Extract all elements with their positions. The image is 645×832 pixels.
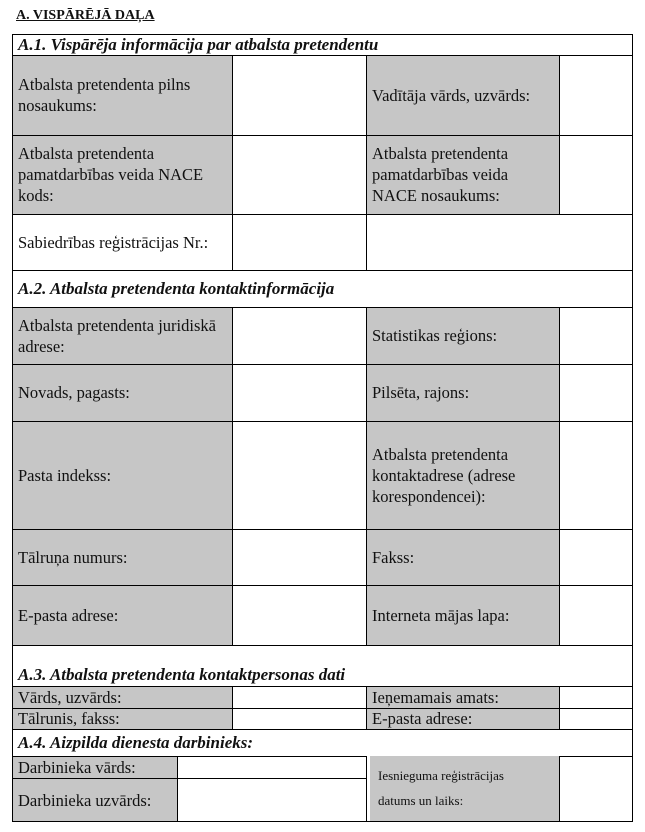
label-contact-address: Atbalsta pretendenta kontaktadrese (adrese korespondencei):	[366, 421, 559, 529]
section-a1-title: A.1. Vispārēja informācija par atbalsta pretendentu	[18, 34, 379, 54]
label-position: Ieņemamais amats:	[366, 686, 559, 708]
input-city-district[interactable]	[559, 364, 633, 421]
label-contact-phone-fax: Tālrunis, fakss:	[12, 708, 232, 729]
input-website[interactable]	[559, 585, 633, 645]
label-city-district: Pilsēta, rajons:	[366, 364, 559, 421]
section-a4-title: A.4. Aizpilda dienesta darbinieks:	[18, 732, 254, 752]
input-registration-nr[interactable]	[232, 214, 366, 270]
empty-cell	[366, 214, 633, 270]
label-employee-first-name: Darbinieka vārds:	[12, 756, 177, 778]
input-full-name[interactable]	[232, 55, 366, 135]
input-nace-name[interactable]	[559, 135, 633, 214]
input-contact-email[interactable]	[559, 708, 633, 729]
input-contact-phone-fax[interactable]	[232, 708, 366, 729]
label-employee-last-name: Darbinieka uzvārds:	[12, 778, 177, 822]
label-full-name: Atbalsta pretendenta pilns nosaukums:	[12, 55, 232, 135]
label-contact-name: Vārds, uzvārds:	[12, 686, 232, 708]
input-phone-number[interactable]	[232, 529, 366, 585]
label-statistical-region: Statistikas reģions:	[366, 307, 559, 364]
label-contact-email: E-pasta adrese:	[366, 708, 559, 729]
label-legal-address: Atbalsta pretendenta juridiskā adrese:	[12, 307, 232, 364]
label-county-parish: Novads, pagasts:	[12, 364, 232, 421]
input-contact-name[interactable]	[232, 686, 366, 708]
label-fax: Fakss:	[366, 529, 559, 585]
label-manager-name: Vadītāja vārds, uzvārds:	[366, 55, 559, 135]
input-employee-last-name[interactable]	[177, 778, 366, 822]
label-postal-code: Pasta indekss:	[12, 421, 232, 529]
registration-label-line1: Iesnieguma reģistrācijas	[378, 768, 504, 783]
label-nace-code: Atbalsta pretendenta pamatdarbības veida NACE kods:	[12, 135, 232, 214]
input-statistical-region[interactable]	[559, 307, 633, 364]
input-fax[interactable]	[559, 529, 633, 585]
input-county-parish[interactable]	[232, 364, 366, 421]
registration-label-line2: datums un laiks:	[378, 793, 464, 808]
label-phone-number: Tālruņa numurs:	[12, 529, 232, 585]
section-a2-title: A.2. Atbalsta pretendenta kontaktinformācija	[18, 278, 335, 298]
input-employee-first-name[interactable]	[177, 756, 366, 778]
input-postal-code[interactable]	[232, 421, 366, 529]
input-manager-name[interactable]	[559, 55, 633, 135]
input-email[interactable]	[232, 585, 366, 645]
page-heading: A. VISPĀRĒJĀ DAĻA	[16, 8, 155, 23]
input-nace-code[interactable]	[232, 135, 366, 214]
input-position[interactable]	[559, 686, 633, 708]
input-contact-address[interactable]	[559, 421, 633, 529]
label-registration-datetime	[370, 756, 559, 822]
label-email: E-pasta adrese:	[12, 585, 232, 645]
label-nace-name: Atbalsta pretendenta pamatdarbības veida NACE nosaukums:	[366, 135, 559, 214]
label-website: Interneta mājas lapa:	[366, 585, 559, 645]
label-registration-nr: Sabiedrības reģistrācijas Nr.:	[12, 214, 232, 270]
input-legal-address[interactable]	[232, 307, 366, 364]
section-a3-title: A.3. Atbalsta pretendenta kontaktpersonas dati	[18, 665, 346, 684]
input-registration-datetime[interactable]	[559, 756, 633, 822]
